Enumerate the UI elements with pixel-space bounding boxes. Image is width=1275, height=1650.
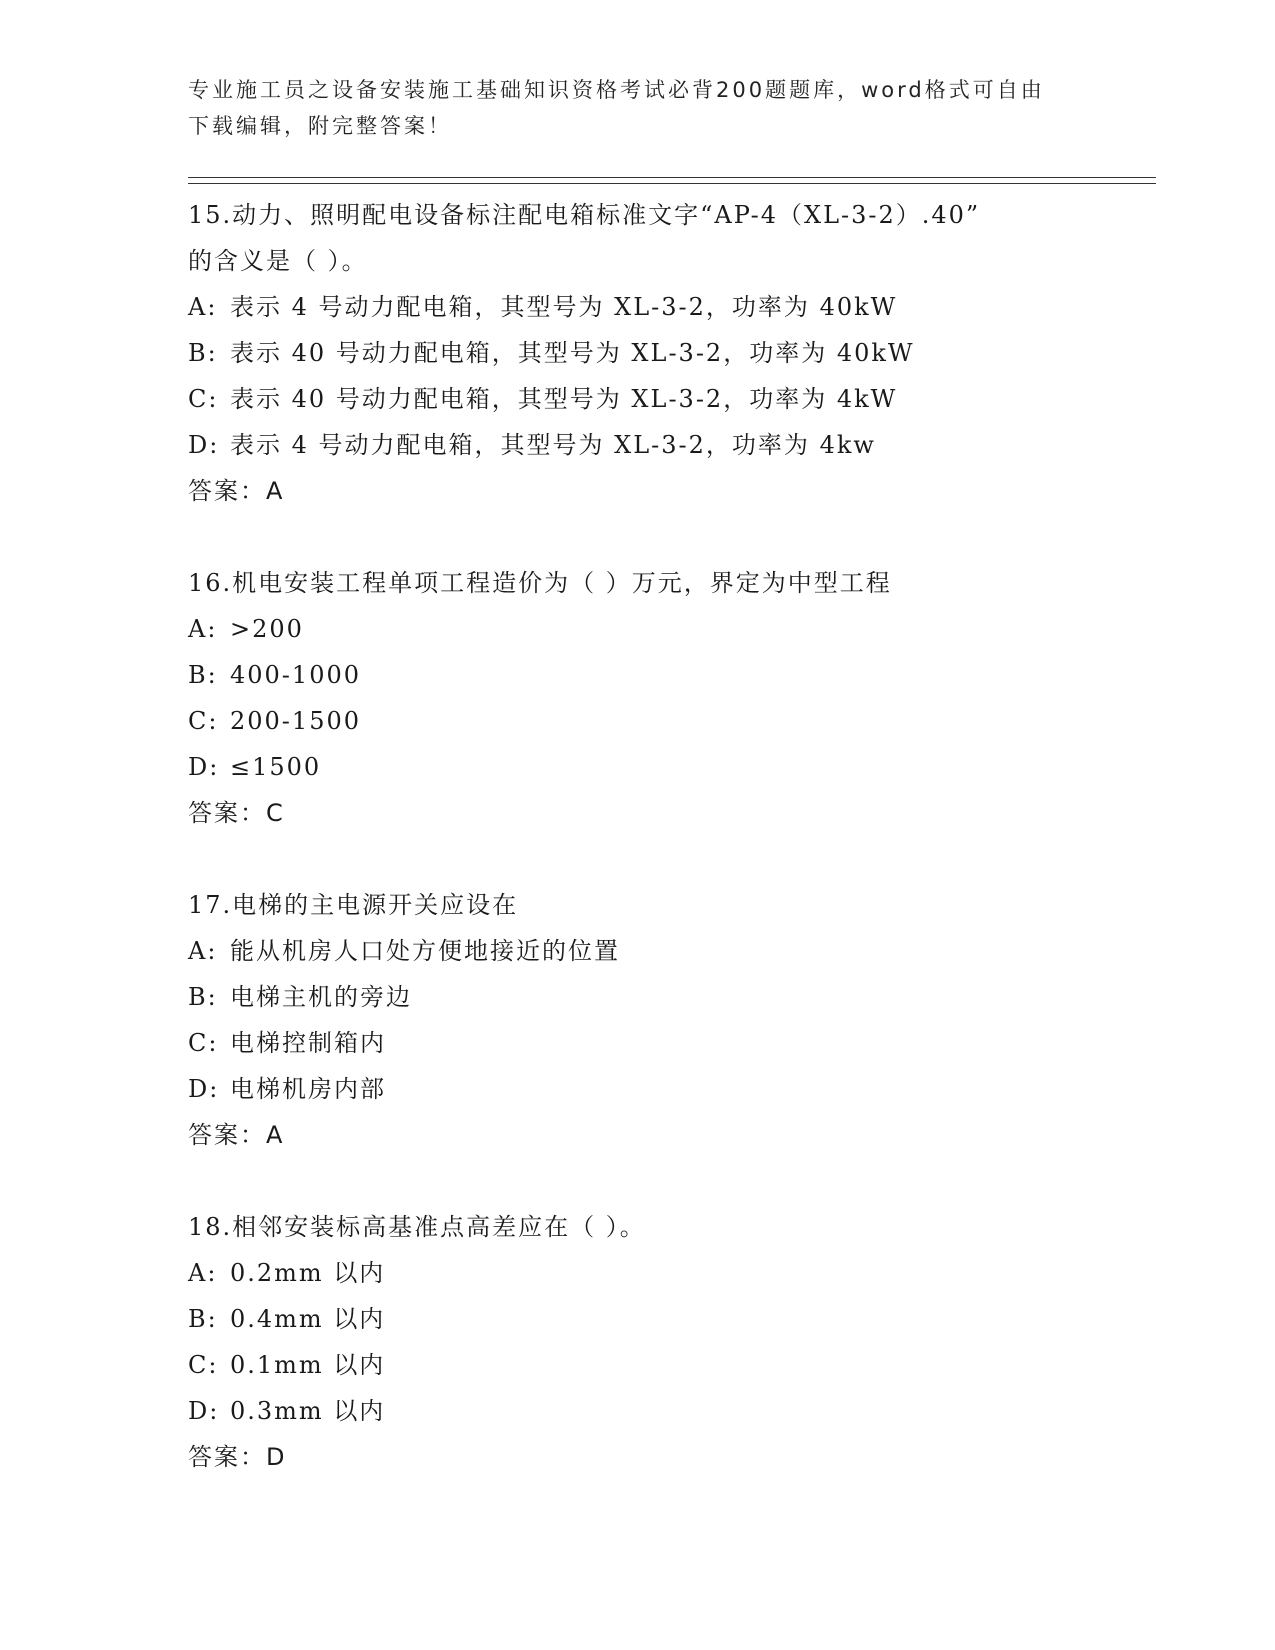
question-title <box>188 1204 1088 1250</box>
question-title-line: 16.机电安装工程单项工程造价为（ ）万元，界定为中型工程 <box>188 569 892 597</box>
answer-key: 答案：C <box>188 799 285 827</box>
option-label: C: <box>188 1029 219 1057</box>
option-text: 表示 40 号动力配电箱，其型号为 XL-3-2，功率为 4kW <box>230 385 898 413</box>
option-label: A: <box>188 615 218 643</box>
option-text: 400-1000 <box>230 661 361 689</box>
question-title-line: 17.电梯的主电源开关应设在 <box>188 891 519 919</box>
question-title-line: 15.动力、照明配电设备标注配电箱标准文字“AP-4（XL-3-2）.40” <box>188 201 981 229</box>
answer-option <box>188 1020 1088 1066</box>
answer-option <box>188 652 1088 698</box>
question-block <box>188 882 1088 1158</box>
answer-key: 答案：D <box>188 1443 287 1471</box>
option-label: D: <box>188 753 220 781</box>
answer-option <box>188 1296 1088 1342</box>
option-text: 表示 4 号动力配电箱，其型号为 XL-3-2，功率为 4kw <box>230 431 876 459</box>
answer-option <box>188 376 1088 422</box>
option-text: >200 <box>230 615 304 643</box>
option-label: C: <box>188 1351 219 1379</box>
option-label: A: <box>188 293 218 321</box>
question-title-line: 的含义是（ ）。 <box>188 247 368 275</box>
option-label: B: <box>188 339 218 367</box>
answer-option <box>188 744 1088 790</box>
question-title <box>188 192 1088 284</box>
answer-option <box>188 974 1088 1020</box>
question-block <box>188 192 1088 514</box>
answer-option <box>188 422 1088 468</box>
question-title-line: 18.相邻安装标高基准点高差应在（ ）。 <box>188 1213 646 1241</box>
answer-option <box>188 606 1088 652</box>
option-text: 电梯主机的旁边 <box>230 983 412 1011</box>
header-divider-bottom <box>188 183 1156 184</box>
question-title <box>188 560 1088 606</box>
option-label: D: <box>188 1397 220 1425</box>
header-divider-top <box>188 177 1156 178</box>
option-label: A: <box>188 937 218 965</box>
answer-option <box>188 1250 1088 1296</box>
answer-key: 答案：A <box>188 477 285 505</box>
option-label: B: <box>188 661 218 689</box>
answer-option <box>188 330 1088 376</box>
option-label: C: <box>188 385 219 413</box>
option-text: 200-1500 <box>230 707 361 735</box>
answer-option <box>188 1342 1088 1388</box>
answer-option <box>188 284 1088 330</box>
option-label: D: <box>188 1075 220 1103</box>
option-text: ≤1500 <box>230 753 322 781</box>
option-label: B: <box>188 983 218 1011</box>
option-text: 表示 4 号动力配电箱，其型号为 XL-3-2，功率为 40kW <box>230 293 898 321</box>
option-text: 能从机房人口处方便地接近的位置 <box>230 937 620 965</box>
question-block <box>188 560 1088 836</box>
option-label: C: <box>188 707 219 735</box>
option-label: A: <box>188 1259 218 1287</box>
answer-option <box>188 928 1088 974</box>
option-text: 0.3mm 以内 <box>230 1397 386 1425</box>
option-text: 0.4mm 以内 <box>230 1305 386 1333</box>
question-block <box>188 1204 1088 1480</box>
question-title <box>188 882 1088 928</box>
answer-option <box>188 698 1088 744</box>
option-label: D: <box>188 431 220 459</box>
answer-option <box>188 1066 1088 1112</box>
document-header <box>188 72 1068 144</box>
answer-option <box>188 1388 1088 1434</box>
option-text: 电梯控制箱内 <box>230 1029 386 1057</box>
option-text: 0.1mm 以内 <box>230 1351 386 1379</box>
header-line-1: 专业施工员之设备安装施工基础知识资格考试必背200题题库，word格式可自由 <box>188 78 1045 102</box>
answer-key: 答案：A <box>188 1121 285 1149</box>
question-list <box>188 192 1088 1526</box>
option-text: 0.2mm 以内 <box>230 1259 386 1287</box>
option-text: 电梯机房内部 <box>230 1075 386 1103</box>
option-text: 表示 40 号动力配电箱，其型号为 XL-3-2，功率为 40kW <box>230 339 915 367</box>
option-label: B: <box>188 1305 218 1333</box>
header-line-2: 下载编辑，附完整答案！ <box>188 114 452 138</box>
